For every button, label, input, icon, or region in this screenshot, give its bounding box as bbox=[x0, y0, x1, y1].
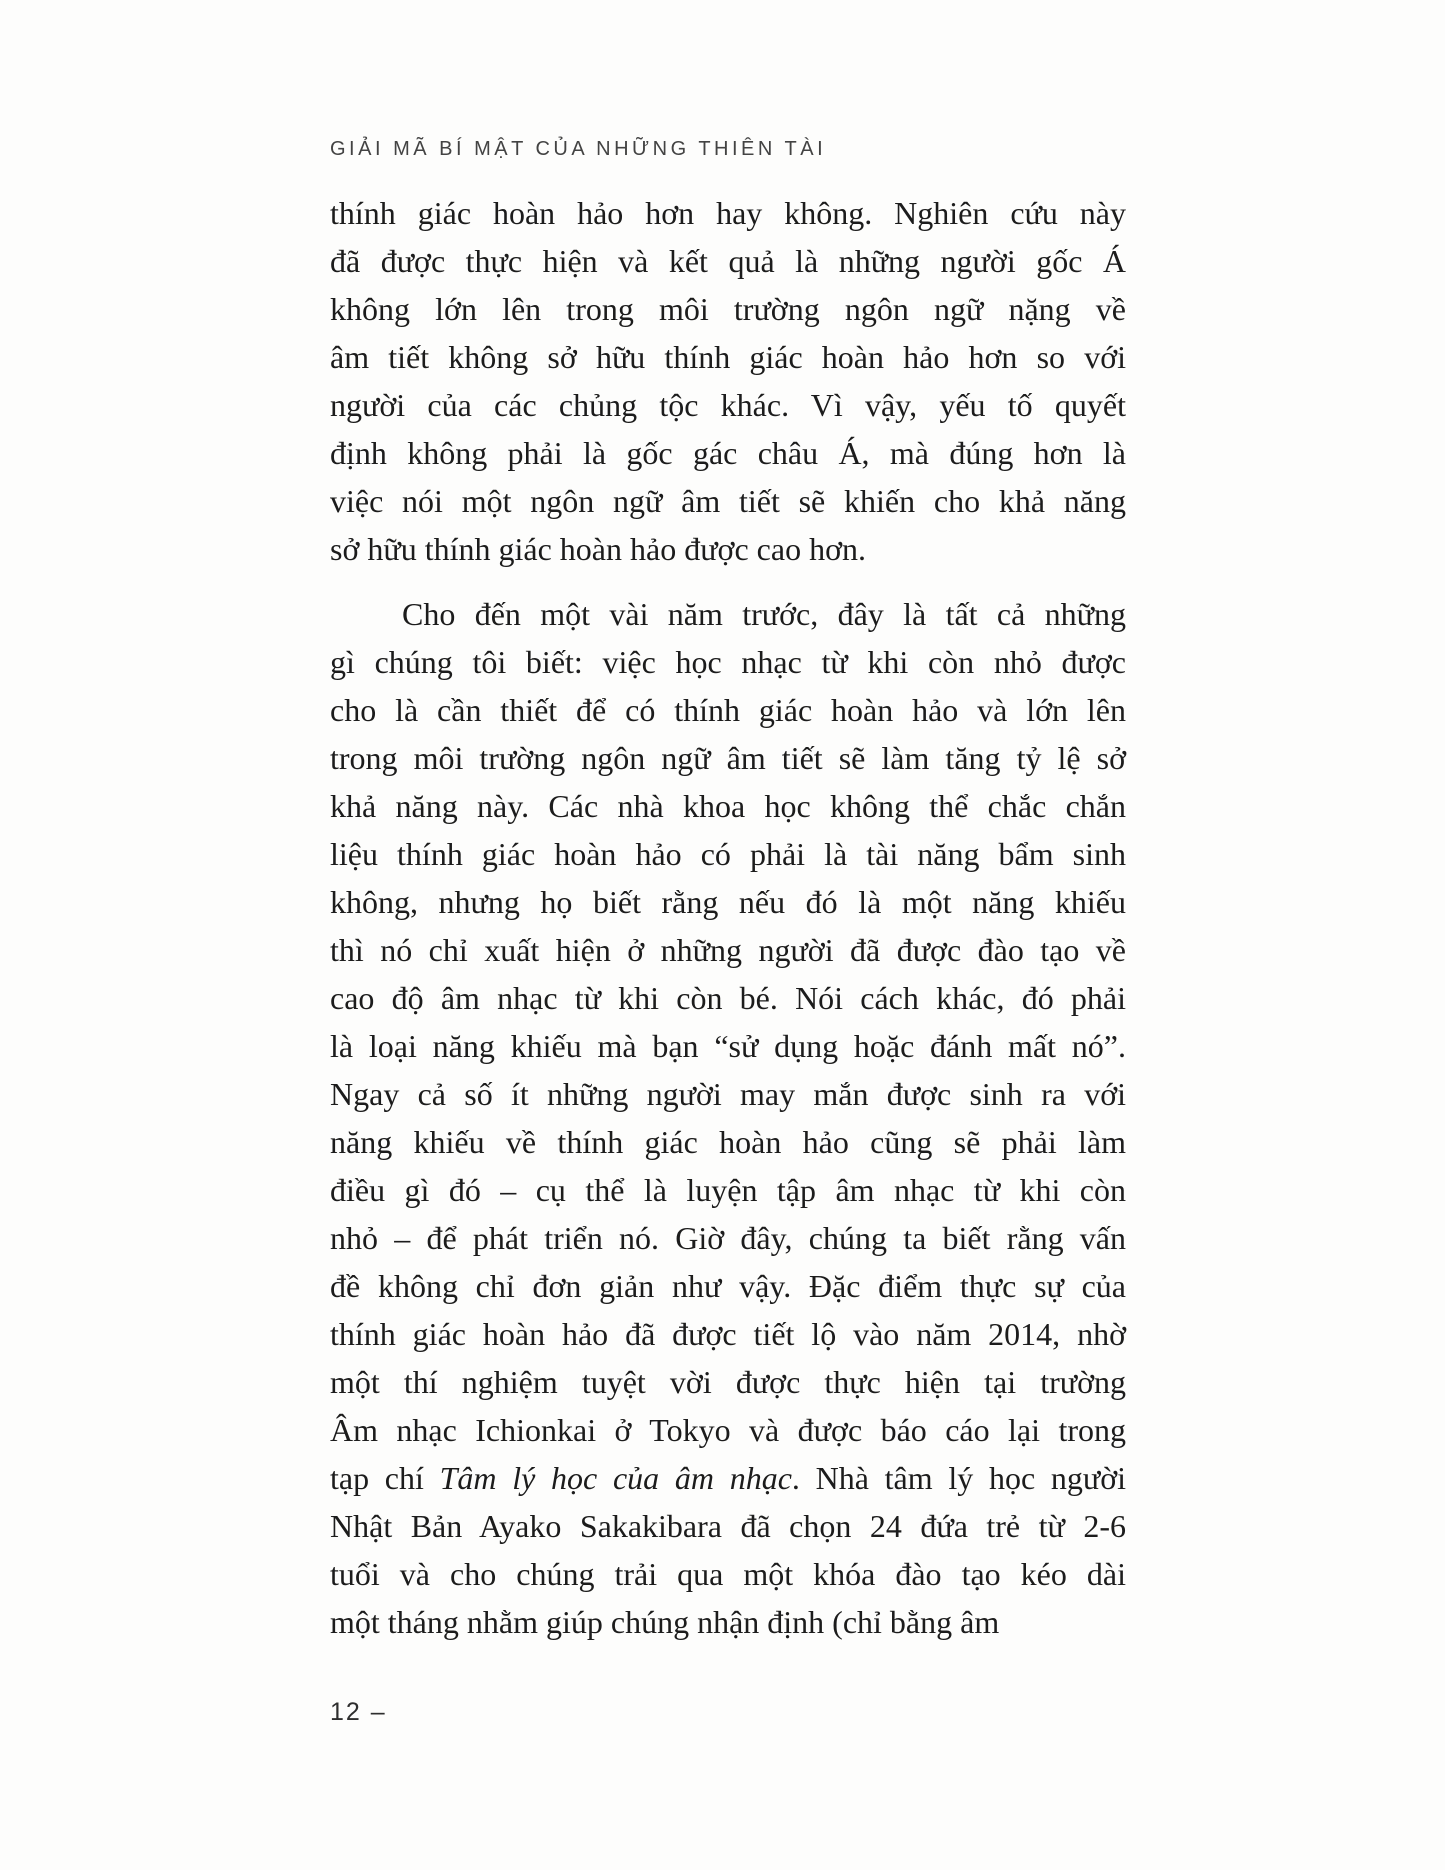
text-line bbox=[330, 1598, 1126, 1646]
text-line bbox=[330, 1358, 1126, 1406]
text-line bbox=[330, 830, 1126, 878]
text-segment: cho là cần thiết để có thính giác hoàn hảo và lớn lên bbox=[330, 692, 1126, 728]
text-segment: thính giác hoàn hảo hơn hay không. Nghiên cứu này bbox=[330, 195, 1126, 231]
text-line bbox=[330, 1070, 1126, 1118]
page-number: 12 bbox=[330, 1698, 362, 1726]
text-segment: Âm nhạc Ichionkai ở Tokyo và được báo cáo lại trong bbox=[330, 1412, 1126, 1448]
text-segment: tạp chí bbox=[330, 1460, 440, 1496]
text-line bbox=[330, 1310, 1126, 1358]
text-line bbox=[330, 477, 1126, 525]
text-segment: Cho đến một vài năm trước, đây là tất cả những bbox=[402, 596, 1126, 632]
text-line bbox=[330, 686, 1126, 734]
text-segment: tuổi và cho chúng trải qua một khóa đào tạo kéo dài bbox=[330, 1556, 1126, 1592]
text-segment: khả năng này. Các nhà khoa học không thể chắc chắn bbox=[330, 788, 1126, 824]
text-segment: điều gì đó – cụ thể là luyện tập âm nhạc từ khi còn bbox=[330, 1172, 1126, 1208]
text-segment: không, nhưng họ biết rằng nếu đó là một năng khiếu bbox=[330, 884, 1126, 920]
text-segment: năng khiếu về thính giác hoàn hảo cũng sẽ phải làm bbox=[330, 1124, 1126, 1160]
text-line bbox=[330, 1166, 1126, 1214]
text-line bbox=[330, 429, 1126, 477]
text-segment: trong môi trường ngôn ngữ âm tiết sẽ làm tăng tỷ lệ sở bbox=[330, 740, 1126, 776]
text-segment: liệu thính giác hoàn hảo có phải là tài năng bẩm sinh bbox=[330, 836, 1126, 872]
text-segment: thính giác hoàn hảo đã được tiết lộ vào năm 2014, nhờ bbox=[330, 1316, 1126, 1352]
text-line bbox=[330, 1406, 1126, 1454]
text-segment: đã được thực hiện và kết quả là những người gốc Á bbox=[330, 243, 1126, 279]
running-head: GIẢI MÃ BÍ MẬT CỦA NHỮNG THIÊN TÀI bbox=[330, 138, 827, 160]
paragraph bbox=[330, 590, 1126, 1646]
text-line bbox=[330, 1022, 1126, 1070]
page-footer bbox=[330, 1698, 387, 1727]
text-line bbox=[330, 926, 1126, 974]
text-line bbox=[330, 734, 1126, 782]
text-segment: người của các chủng tộc khác. Vì vậy, yếu tố quyết bbox=[330, 387, 1126, 423]
text-line bbox=[330, 782, 1126, 830]
text-line bbox=[330, 525, 1126, 573]
text-line bbox=[330, 285, 1126, 333]
text-line bbox=[330, 878, 1126, 926]
text-segment: việc nói một ngôn ngữ âm tiết sẽ khiến cho khả năng bbox=[330, 483, 1126, 519]
text-line bbox=[330, 1454, 1126, 1502]
paragraph bbox=[330, 189, 1126, 573]
text-segment: không lớn lên trong môi trường ngôn ngữ nặng về bbox=[330, 291, 1126, 327]
text-segment: Nhật Bản Ayako Sakakibara đã chọn 24 đứa trẻ từ 2-6 bbox=[330, 1508, 1126, 1544]
text-segment: âm tiết không sở hữu thính giác hoàn hảo hơn so với bbox=[330, 339, 1126, 375]
text-line bbox=[330, 1262, 1126, 1310]
text-segment: gì chúng tôi biết: việc học nhạc từ khi còn nhỏ được bbox=[330, 644, 1126, 680]
text-segment: cao độ âm nhạc từ khi còn bé. Nói cách khác, đó phải bbox=[330, 980, 1126, 1016]
text-line bbox=[330, 381, 1126, 429]
page-number-dash: – bbox=[370, 1698, 387, 1726]
text-line bbox=[330, 189, 1126, 237]
text-line bbox=[330, 1118, 1126, 1166]
text-segment: sở hữu thính giác hoàn hảo được cao hơn. bbox=[330, 531, 866, 567]
text-line bbox=[330, 1502, 1126, 1550]
text-line bbox=[330, 1214, 1126, 1262]
text-segment: thì nó chỉ xuất hiện ở những người đã được đào tạo về bbox=[330, 932, 1126, 968]
text-line bbox=[330, 1550, 1126, 1598]
text-segment: nhỏ – để phát triển nó. Giờ đây, chúng ta biết rằng vấn bbox=[330, 1220, 1126, 1256]
italic-text: Tâm lý học của âm nhạc bbox=[439, 1460, 792, 1496]
text-segment: đề không chỉ đơn giản như vậy. Đặc điểm thực sự của bbox=[330, 1268, 1126, 1304]
text-segment: là loại năng khiếu mà bạn “sử dụng hoặc đánh mất nó”. bbox=[330, 1028, 1126, 1064]
text-line bbox=[330, 974, 1126, 1022]
body-text bbox=[330, 189, 1126, 1646]
text-line bbox=[330, 590, 1126, 638]
text-line bbox=[330, 638, 1126, 686]
text-segment: định không phải là gốc gác châu Á, mà đúng hơn là bbox=[330, 435, 1126, 471]
text-line bbox=[330, 333, 1126, 381]
text-segment: Ngay cả số ít những người may mắn được sinh ra với bbox=[330, 1076, 1126, 1112]
text-segment: một tháng nhằm giúp chúng nhận định (chỉ bằng âm bbox=[330, 1604, 1000, 1640]
text-segment: . Nhà tâm lý học người bbox=[791, 1460, 1127, 1496]
text-line bbox=[330, 237, 1126, 285]
text-segment: một thí nghiệm tuyệt vời được thực hiện tại trường bbox=[330, 1364, 1126, 1400]
